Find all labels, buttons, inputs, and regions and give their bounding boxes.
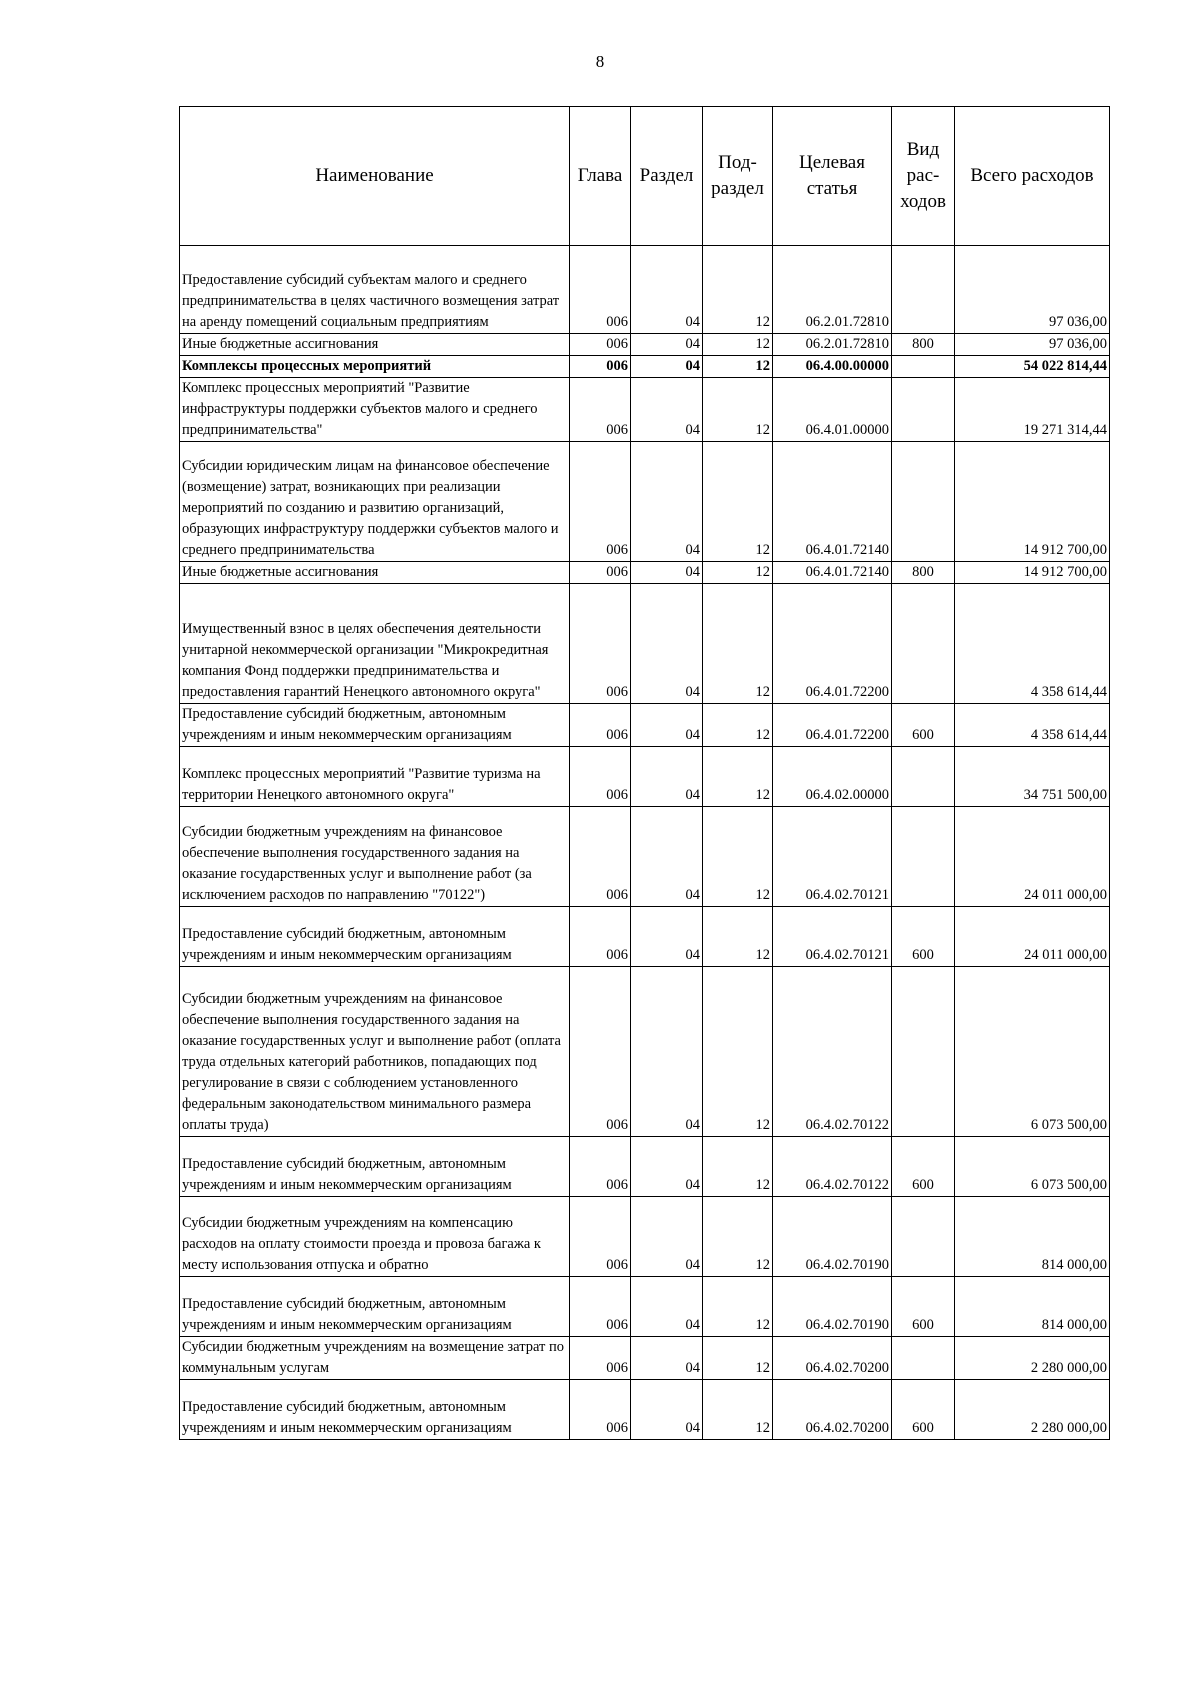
row-razdel: 04 [631, 1197, 703, 1277]
table-row [180, 1137, 1110, 1197]
row-podrazdel: 12 [703, 807, 773, 907]
row-name: Субсидии бюджетным учреждениям на возмещение затрат по коммунальным услугам [180, 1337, 570, 1380]
row-total: 2 280 000,00 [955, 1380, 1110, 1440]
table-row [180, 1197, 1110, 1277]
row-total: 54 022 814,44 [955, 356, 1110, 378]
row-celevaya: 06.2.01.72810 [773, 246, 892, 334]
row-vid [892, 747, 955, 807]
table-row [180, 584, 1110, 704]
row-total: 34 751 500,00 [955, 747, 1110, 807]
row-podrazdel: 12 [703, 246, 773, 334]
header-name: Наименование [180, 107, 570, 246]
row-glava: 006 [570, 1277, 631, 1337]
row-total: 814 000,00 [955, 1277, 1110, 1337]
row-vid [892, 246, 955, 334]
row-celevaya: 06.4.02.70200 [773, 1337, 892, 1380]
row-total: 24 011 000,00 [955, 807, 1110, 907]
row-vid [892, 1197, 955, 1277]
row-celevaya: 06.4.01.72140 [773, 442, 892, 562]
row-razdel: 04 [631, 1137, 703, 1197]
row-razdel: 04 [631, 907, 703, 967]
row-celevaya: 06.4.01.00000 [773, 378, 892, 442]
row-vid [892, 807, 955, 907]
row-total: 14 912 700,00 [955, 442, 1110, 562]
row-celevaya: 06.2.01.72810 [773, 334, 892, 356]
row-name: Субсидии юридическим лицам на финансовое обеспечение (возмещение) затрат, возникающих при реализации мероприятий по созданию и развитию организаций, образующих инфраструктуру поддержки субъектов малого и среднего предпринимательства [180, 442, 570, 562]
row-total: 6 073 500,00 [955, 1137, 1110, 1197]
row-glava: 006 [570, 356, 631, 378]
table-row [180, 1277, 1110, 1337]
row-vid: 600 [892, 704, 955, 747]
row-total: 2 280 000,00 [955, 1337, 1110, 1380]
row-celevaya: 06.4.01.72200 [773, 704, 892, 747]
table-row [180, 704, 1110, 747]
row-glava: 006 [570, 246, 631, 334]
row-glava: 006 [570, 967, 631, 1137]
row-vid [892, 442, 955, 562]
row-podrazdel: 12 [703, 747, 773, 807]
row-name: Иные бюджетные ассигнования [180, 562, 570, 584]
row-glava: 006 [570, 807, 631, 907]
row-celevaya: 06.4.02.70122 [773, 967, 892, 1137]
header-podrazdel: Под- раздел [703, 107, 773, 246]
header-vid: Вид рас- ходов [892, 107, 955, 246]
row-celevaya: 06.4.02.70121 [773, 807, 892, 907]
row-name: Субсидии бюджетным учреждениям на компенсацию расходов на оплату стоимости проезда и провоза багажа к месту использования отпуска и обратно [180, 1197, 570, 1277]
row-glava: 006 [570, 907, 631, 967]
row-podrazdel: 12 [703, 584, 773, 704]
row-glava: 006 [570, 442, 631, 562]
row-podrazdel: 12 [703, 1337, 773, 1380]
row-name: Предоставление субсидий субъектам малого и среднего предпринимательства в целях частичного возмещения затрат на аренду помещений социальным предприятиям [180, 246, 570, 334]
row-celevaya: 06.4.00.00000 [773, 356, 892, 378]
row-podrazdel: 12 [703, 334, 773, 356]
row-vid [892, 1337, 955, 1380]
row-vid: 800 [892, 334, 955, 356]
row-podrazdel: 12 [703, 562, 773, 584]
row-razdel: 04 [631, 1277, 703, 1337]
row-celevaya: 06.4.02.70121 [773, 907, 892, 967]
table-body [180, 246, 1110, 1440]
row-vid: 800 [892, 562, 955, 584]
table-row [180, 356, 1110, 378]
row-name: Имущественный взнос в целях обеспечения деятельности унитарной некоммерческой организации "Микрокредитная компания Фонд поддержки предпринимательства и предоставления гарантий Ненецкого автономного округа" [180, 584, 570, 704]
table-row [180, 334, 1110, 356]
row-total: 4 358 614,44 [955, 584, 1110, 704]
table-row [180, 747, 1110, 807]
row-vid [892, 967, 955, 1137]
row-celevaya: 06.4.02.00000 [773, 747, 892, 807]
row-glava: 006 [570, 1137, 631, 1197]
table-row [180, 967, 1110, 1137]
row-name: Предоставление субсидий бюджетным, автономным учреждениям и иным некоммерческим организациям [180, 1380, 570, 1440]
row-total: 19 271 314,44 [955, 378, 1110, 442]
header-razdel: Раздел [631, 107, 703, 246]
row-name: Комплексы процессных мероприятий [180, 356, 570, 378]
table-row [180, 562, 1110, 584]
row-podrazdel: 12 [703, 378, 773, 442]
row-podrazdel: 12 [703, 1197, 773, 1277]
table-row [180, 907, 1110, 967]
header-celevaya: Целевая статья [773, 107, 892, 246]
row-razdel: 04 [631, 334, 703, 356]
table-row [180, 442, 1110, 562]
row-glava: 006 [570, 378, 631, 442]
table-row [180, 246, 1110, 334]
row-razdel: 04 [631, 246, 703, 334]
row-name: Субсидии бюджетным учреждениям на финансовое обеспечение выполнения государственного задания на оказание государственных услуг и выполнение работ (за исключением расходов по направлению "70122") [180, 807, 570, 907]
row-total: 6 073 500,00 [955, 967, 1110, 1137]
row-name: Комплекс процессных мероприятий "Развитие туризма на территории Ненецкого автономного округа" [180, 747, 570, 807]
row-vid [892, 584, 955, 704]
row-podrazdel: 12 [703, 1137, 773, 1197]
row-podrazdel: 12 [703, 967, 773, 1137]
row-vid: 600 [892, 1380, 955, 1440]
budget-table [179, 106, 1110, 1440]
header-total: Всего расходов [955, 107, 1110, 246]
table-row [180, 807, 1110, 907]
row-celevaya: 06.4.02.70190 [773, 1197, 892, 1277]
row-total: 814 000,00 [955, 1197, 1110, 1277]
row-podrazdel: 12 [703, 356, 773, 378]
table-header [180, 107, 1110, 246]
row-razdel: 04 [631, 584, 703, 704]
row-podrazdel: 12 [703, 1277, 773, 1337]
row-glava: 006 [570, 334, 631, 356]
page-number: 8 [595, 52, 605, 71]
row-glava: 006 [570, 747, 631, 807]
row-vid: 600 [892, 907, 955, 967]
row-total: 14 912 700,00 [955, 562, 1110, 584]
row-glava: 006 [570, 1197, 631, 1277]
row-razdel: 04 [631, 704, 703, 747]
row-total: 24 011 000,00 [955, 907, 1110, 967]
row-vid [892, 378, 955, 442]
row-name: Комплекс процессных мероприятий "Развитие инфраструктуры поддержки субъектов малого и среднего предпринимательства" [180, 378, 570, 442]
table-row [180, 378, 1110, 442]
row-total: 4 358 614,44 [955, 704, 1110, 747]
row-total: 97 036,00 [955, 246, 1110, 334]
row-name: Иные бюджетные ассигнования [180, 334, 570, 356]
row-razdel: 04 [631, 442, 703, 562]
row-celevaya: 06.4.02.70200 [773, 1380, 892, 1440]
row-name: Предоставление субсидий бюджетным, автономным учреждениям и иным некоммерческим организациям [180, 704, 570, 747]
row-vid: 600 [892, 1277, 955, 1337]
row-celevaya: 06.4.02.70122 [773, 1137, 892, 1197]
row-razdel: 04 [631, 807, 703, 907]
row-name: Предоставление субсидий бюджетным, автономным учреждениям и иным некоммерческим организациям [180, 907, 570, 967]
row-razdel: 04 [631, 747, 703, 807]
table-row [180, 1337, 1110, 1380]
row-podrazdel: 12 [703, 442, 773, 562]
row-razdel: 04 [631, 967, 703, 1137]
row-razdel: 04 [631, 378, 703, 442]
row-podrazdel: 12 [703, 704, 773, 747]
table-row [180, 1380, 1110, 1440]
row-razdel: 04 [631, 1380, 703, 1440]
row-razdel: 04 [631, 562, 703, 584]
row-glava: 006 [570, 1337, 631, 1380]
row-celevaya: 06.4.02.70190 [773, 1277, 892, 1337]
row-razdel: 04 [631, 356, 703, 378]
row-celevaya: 06.4.01.72200 [773, 584, 892, 704]
row-glava: 006 [570, 562, 631, 584]
row-name: Предоставление субсидий бюджетным, автономным учреждениям и иным некоммерческим организациям [180, 1137, 570, 1197]
header-glava: Глава [570, 107, 631, 246]
row-name: Предоставление субсидий бюджетным, автономным учреждениям и иным некоммерческим организациям [180, 1277, 570, 1337]
row-celevaya: 06.4.01.72140 [773, 562, 892, 584]
row-glava: 006 [570, 584, 631, 704]
row-glava: 006 [570, 704, 631, 747]
row-vid: 600 [892, 1137, 955, 1197]
row-vid [892, 356, 955, 378]
row-razdel: 04 [631, 1337, 703, 1380]
row-podrazdel: 12 [703, 1380, 773, 1440]
row-glava: 006 [570, 1380, 631, 1440]
row-name: Субсидии бюджетным учреждениям на финансовое обеспечение выполнения государственного задания на оказание государственных услуг и выполнение работ (оплата труда отдельных категорий работников, попадающих под регулирование в связи с соблюдением установленного федеральным законодательством минимального размера оплаты труда) [180, 967, 570, 1137]
row-total: 97 036,00 [955, 334, 1110, 356]
row-podrazdel: 12 [703, 907, 773, 967]
